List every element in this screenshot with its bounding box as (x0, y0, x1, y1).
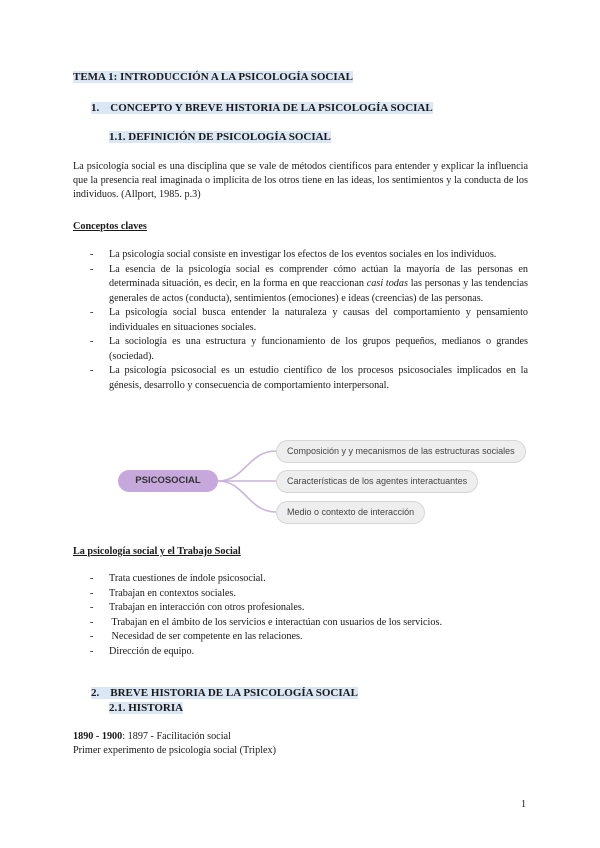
mindmap-branch-node: Composición y y mecanismos de las estructuras sociales (276, 440, 526, 463)
list-item: - Trabajan en interacción con otros profesionales. (73, 601, 528, 616)
list-item: - La psicología social consiste en investigar los efectos de los eventos sociales en los individuos. (73, 248, 528, 263)
list-item: - La psicología social busca entender la naturaleza y causas del comportamiento y pensamiento individuales en situaciones sociales. (73, 306, 528, 335)
history-entry-detail: Primer experimento de psicología social (Triplex) (73, 745, 277, 756)
history-years: 1890 - 1900 (73, 731, 123, 742)
section-1-title: CONCEPTO Y BREVE HISTORIA DE LA PSICOLOGÍA SOCIAL (110, 102, 433, 114)
key-concepts-heading: Conceptos claves (73, 221, 147, 232)
mindmap-branch-node: Características de los agentes interactuantes (276, 470, 478, 493)
list-item: - Trabajan en contextos sociales. (73, 587, 528, 602)
list-item: - Trabajan en el ámbito de los servicios e interactúan con usuarios de los servicios. (73, 616, 528, 631)
section-2-title: BREVE HISTORIA DE LA PSICOLOGÍA SOCIAL (110, 687, 358, 699)
list-item: - La esencia de la psicología social es comprender cómo actúan la mayoría de las personas en determinada situación, es decir, en la forma en que reaccionan casi todas las personas y las tendencias generales de actos (conducta), sentimientos (emociones) e ideas (creencias) de las personas. (73, 263, 528, 307)
subsection-2-1-heading: 2.1. HISTORIA (109, 702, 184, 714)
definition-paragraph: La psicología social es una disciplina que se vale de métodos científicos para entender y explicar la influencia que la presencia real imaginada o implícita de los otros tiene en las ideas, los sentimientos y la conducta de los individuos. (Allport, 1985. p.3) (73, 161, 528, 200)
list-item: - La sociología es una estructura y funcionamiento de los grupos pequeños, medianos o grandes (sociedad). (73, 335, 528, 364)
history-entry: 1890 - 1900: 1897 - Facilitación social (73, 731, 231, 742)
page-number: 1 (521, 799, 527, 810)
list-item: - Dirección de equipo. (73, 645, 528, 660)
social-work-heading: La psicología social y el Trabajo Social (73, 546, 241, 557)
section-2-heading (91, 686, 358, 701)
document-title: TEMA 1: INTRODUCCIÓN A LA PSICOLOGÍA SOCIAL (73, 71, 353, 83)
social-work-list (73, 572, 528, 659)
connector-line (218, 451, 276, 481)
section-1-number: 1. (91, 102, 100, 114)
subsection-1-1-heading: 1.1. DEFINICIÓN DE PSICOLOGÍA SOCIAL (109, 131, 331, 143)
connector-line (218, 481, 276, 512)
list-item: - La psicología psicosocial es un estudio científico de los procesos psicosociales implicados en la génesis, desarrollo y consecuencia de comportamiento interpersonal. (73, 364, 528, 393)
mindmap-center-node: PSICOSOCIAL (118, 470, 218, 492)
list-item: - Necesidad de ser competente en las relaciones. (73, 630, 528, 645)
mindmap-branch-node: Medio o contexto de interacción (276, 501, 425, 524)
section-2-number: 2. (91, 687, 100, 699)
list-item: - Trata cuestiones de índole psicosocial. (73, 572, 528, 587)
